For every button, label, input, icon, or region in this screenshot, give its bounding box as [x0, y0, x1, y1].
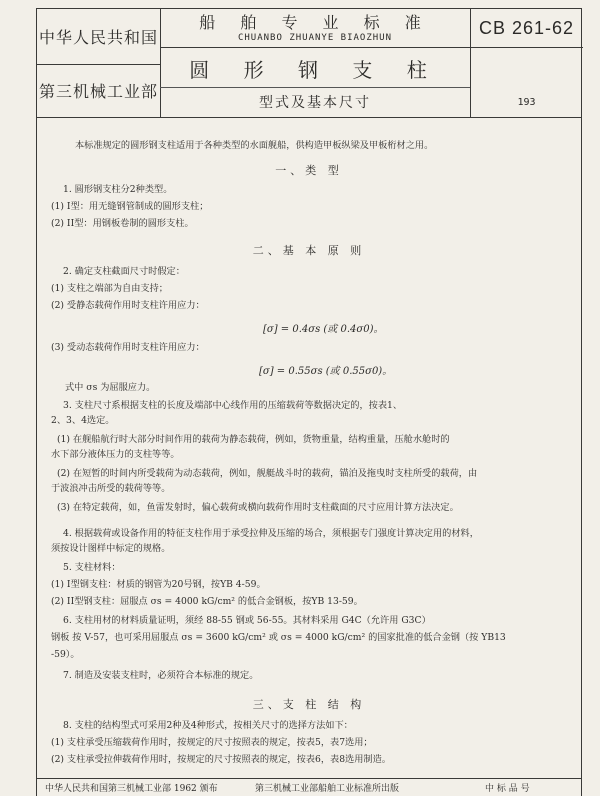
clause-6-line-3: -59）。	[51, 649, 80, 660]
clause-8-2: (2) 支柱承受拉伸载荷作用时，按规定的尺寸按照表的规定，按表6，表8选用制造。	[51, 754, 391, 765]
clause-6-line-2: 钢板 按 V-57，也可采用屈服点 σs = 3600 kG/cm² 或 σs = 4000 kG/cm² 的国家批准的低合金钢（按 YB13	[51, 632, 506, 643]
section-3-heading: 三、支 柱 结 构	[252, 698, 366, 711]
standard-type: 船 舶 专 业 标 准	[199, 12, 431, 32]
section-2-heading: 二、基 本 原 则	[252, 244, 366, 257]
org-top: 中华人民共和国	[38, 28, 158, 47]
footer-issuer: 中华人民共和国第三机械工业部 1962 颁布	[45, 784, 218, 794]
clause-6-line-1: 6. 支柱用材的材料质量证明，须经 88-55 钢或 56-55。其材料采用 G4C（允许用 G3C）	[63, 615, 431, 626]
clause-2: 2. 确定支柱截面尺寸时假定：	[63, 266, 185, 277]
clause-8-1: (1) 支柱承受压缩载荷作用时，按规定的尺寸按照表的规定，按表5，表7选用；	[51, 737, 373, 748]
clause-2-3: (3) 受动态载荷作用时支柱许用应力：	[51, 342, 205, 353]
clause-3-1-line-2: 水下部分液体压力的支柱等等。	[51, 449, 180, 460]
org-bottom: 第三机械工业部	[38, 82, 158, 101]
clause-8: 8. 支柱的结构型式可采用2种及4种形式，按相关尺寸的选择方法如下：	[63, 720, 353, 731]
document-footer	[36, 778, 582, 796]
document-subtitle: 型式及基本尺寸	[259, 95, 371, 111]
clause-5: 5. 支柱材料：	[63, 562, 121, 573]
standard-header	[36, 8, 582, 118]
document-body	[36, 118, 582, 778]
clause-1-1: (1) I型：用无缝钢管制成的圆形支柱；	[51, 201, 209, 212]
clause-3-3: (3) 在特定载荷，如，鱼雷发射时，偏心载荷或横向载荷作用时支柱截面的尺寸应用计算方法决定。	[57, 502, 459, 513]
clause-3-line-1: 3. 支柱尺寸系根据支柱的长度及端部中心线作用的压缩载荷等数据决定的，按表1、	[63, 400, 403, 411]
clause-3-2-line-1: (2) 在短暂的时间内所受载荷为动态载荷，例如，舰艇战斗时的载荷，锚泊及拖曳时支柱所受的载荷，由	[57, 468, 478, 479]
footer-publisher: 第三机械工业部船舶工业标准所出版	[255, 784, 400, 794]
standard-code: CB 261-62	[478, 17, 575, 38]
document-title: 圆 形 钢 支 柱	[189, 57, 441, 82]
standard-pinyin: CHUANBO ZHUANYE BIAOZHUN	[237, 33, 393, 43]
clause-1: 1. 圆形钢支柱分2种类型。	[63, 184, 173, 195]
page-number: 193	[517, 96, 536, 108]
formula-static: [σ] = 0.4σs (或 0.4σ0)。	[263, 324, 384, 335]
clause-2-1: (1) 支柱之端部为自由支持；	[51, 283, 168, 294]
clause-4-line-2: 须按设计图样中标定的规格。	[51, 543, 171, 554]
clause-3-1-line-1: (1) 在舰船航行时大部分时间作用的载荷为静态载荷，例如，货物重量，结构重量，压舱水舱时的	[57, 434, 450, 445]
clause-4-line-1: 4. 根据载荷或设备作用的特征支柱作用于承受拉伸及压缩的场合，须根据专门强度计算决定用的材料，	[63, 528, 479, 539]
clause-3-line-2: 2、3、4选定。	[51, 415, 115, 426]
clause-7: 7. 制造及安装支柱时，必须符合本标准的规定。	[63, 670, 259, 681]
clause-1-2: (2) II型：用钢板卷制的圆形支柱。	[51, 218, 194, 229]
clause-5-2: (2) II型钢支柱：屈服点 σs = 4000 kG/cm² 的低合金钢板，按YB 13-59。	[51, 596, 363, 607]
clause-3-2-line-2: 于波浪冲击所受的载荷等等。	[51, 483, 171, 494]
intro-text: 本标准规定的圆形钢支柱适用于各种类型的水面舰船，供构造甲板纵梁及甲板桁材之用。	[75, 140, 434, 151]
formula-dynamic: [σ] = 0.55σs (或 0.55σ0)。	[259, 366, 393, 377]
section-1-heading: 一、类 型	[275, 164, 343, 177]
formula-note: 式中 σs 为屈服应力。	[65, 382, 156, 393]
footer-class: 中 标 品 号	[485, 784, 530, 794]
clause-5-1: (1) I型钢支柱：材质的钢管为20号钢，按YB 4-59。	[51, 579, 266, 590]
clause-2-2: (2) 受静态载荷作用时支柱许用应力：	[51, 300, 205, 311]
